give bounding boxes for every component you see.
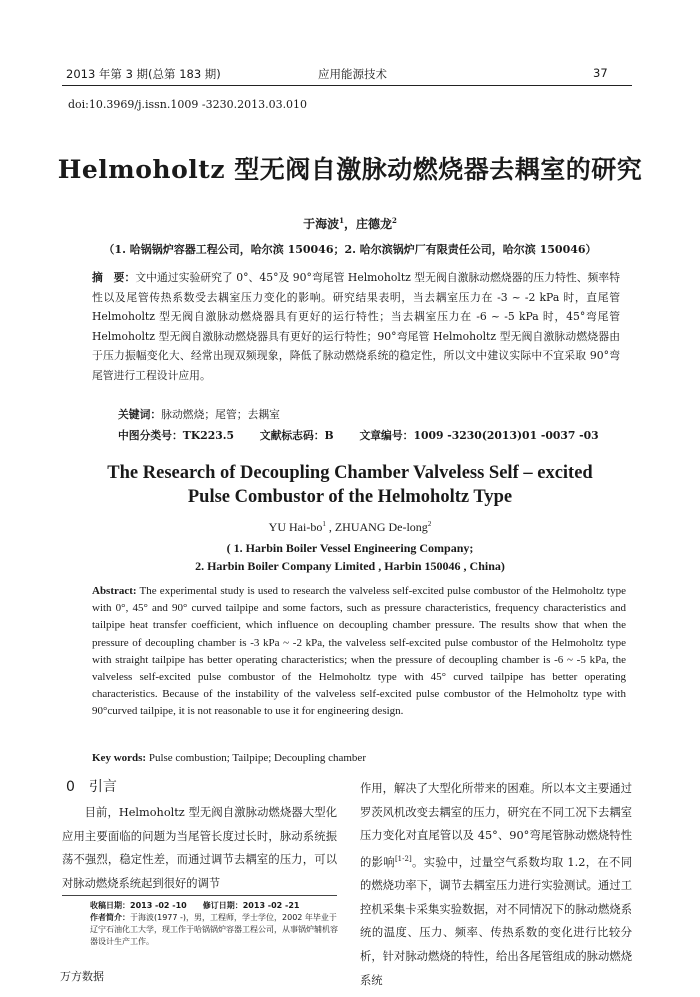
keywords-cn: 关键词：脉动燃烧；尾管；去耦室	[118, 408, 280, 421]
title-cn: Helmoholtz 型无阀自激脉动燃烧器去耦室的研究	[57, 155, 643, 184]
section-heading: 0 引言	[66, 779, 117, 795]
body-right-column: 作用，解决了大型化所带来的困难。所以本文主要通过罗茨风机改变去耦室的压力，研究在不同工况下去耦室压力变化对直尾管以及 45°、90°弯尾管脉动燃烧特性的影响[1-2]。实验中，过量空气系数均取 1.2，在不同的燃烧功率下，调节去耦室压力进行实验测试。通过工控机采集卡采集实验数据，对不同情况下的脉动燃烧系统的温度、压力、频率、传热系数的变化进行比较分析，针对脉动燃烧的特性，给出各尾管组成的脉动燃烧系统	[360, 782, 632, 987]
authors-cn: 于海波$^1$，庄德龙$^2$	[303, 216, 397, 231]
affiliation-cn: （1. 哈锅锅炉容器工程公司，哈尔滨 150046；2. 哈尔滨锅炉厂有限责任公司，哈尔滨 150046）	[103, 243, 597, 256]
watermark-text: 万方数据	[60, 970, 104, 983]
classification-line	[118, 428, 621, 443]
page-number: 37	[593, 66, 608, 80]
abstract-en: Abstract: The experimental study is used to research the valveless self-excited pulse combustor of the Helmoholtz type with 0°, 45° and 90° curved tailpipe and some factors, such as pressure characteristics, frequency characteristics and tailpipe heat transfer coefficient, which influence on decoupling chamber pressure. The results show that when the pressure of decoupling chamber is -3 kPa ~ -2 kPa, the valveless self-excited pulse combustor of the Helmoholtz type with straight tailpipe has better operating characteristics; when the pressure of decoupling chamber is -6 ~ -5 kPa, the valveless self-excited pulse combustor of the Helmoholtz type with 45° curved tailpipe has better operating characteristics. Because of the instability of the valveless self-excited pulse combustor of the Helmoholtz type with 90°curved tailpipe, it is not reasonable to use it for engineering design.	[92, 585, 626, 718]
abstract-cn-text: 文中通过实验研究了 0°、45°及 90°弯尾管 Helmoholtz 型无阀自激脉动燃烧器的压力特性、频率特性以及尾管传热系数受去耦室压力变化的影响。研究结果表明，当去耦室压力在 -3 ~ -2 kPa 时，直尾管 Helmoholtz 型无阀自激脉动燃烧器具有更好的运行特性；当去耦室压力在 -6 ~ -5 kPa 时，45°弯尾管 Helmoholtz 型无阀自激脉动燃烧器具有更好的运行特性；90°弯尾管 Helmoholtz 型无阀自激脉动燃烧器由于压力振幅变化大、经常出现双频现象，降低了脉动燃烧系统的稳定性，所以文中建议实际中不宜采取 90°弯尾管进行工程设计应用。	[92, 271, 620, 382]
body-left-column: 目前，Helmoholtz 型无阀自激脉动燃烧器大型化应用主要面临的问题为当尾管长度过长时，脉动系统振荡不强烈，稳定性差，而通过调节去耦室的压力，可以对脉动燃烧系统起到很好的调节	[62, 806, 337, 890]
header-rule	[62, 85, 632, 86]
footnote-dates: 收稿日期：2013 -02 -10 修订日期：2013 -02 -21	[90, 901, 300, 910]
author-2: 庄德龙	[356, 217, 393, 231]
journal-issue: 2013 年第 3 期(总第 183 期)	[66, 67, 221, 81]
document-code: 文献标志码：B	[259, 429, 334, 442]
keywords-en: Key words: Pulse combustion; Tailpipe; Decoupling chamber	[92, 752, 366, 764]
title-en: The Research of Decoupling Chamber Valveless Self – excited Pulse Combustor of the Helmoholtz Type	[107, 463, 593, 507]
authors-en: YU Hai-$bo^1$ , ZHUANG De-long$^2$	[268, 520, 432, 534]
footnote-author-bio: 作者简介：于海波(1977 -)，男，工程师，学士学位，2002 年毕业于辽宁石油化工大学，现工作于哈锅锅炉容器工程公司，从事锅炉辅机容器设计生产工作。	[90, 913, 338, 946]
doi: doi:10.3969/j.issn.1009 -3230.2013.03.010	[68, 98, 308, 111]
footnote-rule	[62, 895, 337, 896]
article-number: 文章编号：1009 -3230(2013)01 -0037 -03	[359, 429, 599, 442]
affiliation-en-2: 2. Harbin Boiler Company Limited , Harbin 150046 , China)	[195, 559, 505, 573]
author-1: 于海波	[303, 217, 340, 231]
journal-name: 应用能源技术	[318, 67, 387, 81]
abstract-cn	[92, 268, 620, 385]
clc-number: 中图分类号：TK223.5	[118, 429, 235, 442]
affiliation-en-1: ( 1. Harbin Boiler Vessel Engineering Company;	[226, 541, 474, 555]
citation: [1-2]	[394, 854, 412, 863]
abstract-cn-label: 摘 要：	[92, 271, 136, 284]
